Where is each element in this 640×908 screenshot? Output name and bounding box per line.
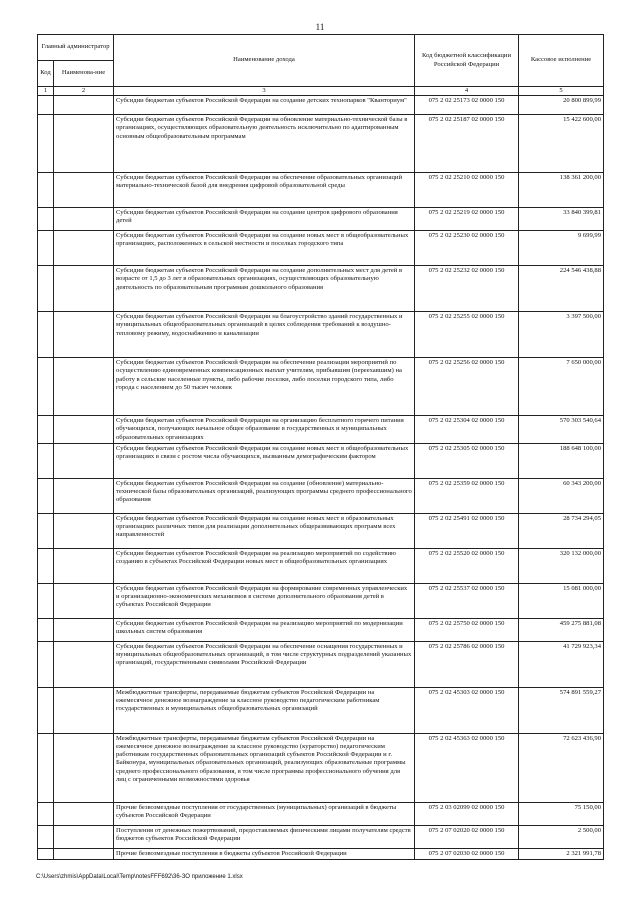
header-row-top xyxy=(38,35,604,61)
column-number: 2 xyxy=(54,87,114,96)
admin-name-cell xyxy=(54,208,114,231)
table-row xyxy=(38,96,604,115)
admin-name-cell xyxy=(54,733,114,802)
header-kbk-code: Код бюджетной классификации Российской Федерации xyxy=(415,35,519,87)
table-row xyxy=(38,802,604,825)
column-number: 5 xyxy=(519,87,604,96)
table-row xyxy=(38,231,604,266)
admin-code-cell xyxy=(38,583,54,618)
kbk-code-cell: 075 2 02 25187 02 0000 150 xyxy=(415,115,519,173)
table-row xyxy=(38,825,604,848)
income-table xyxy=(37,34,604,860)
admin-code-cell xyxy=(38,513,54,548)
admin-name-cell xyxy=(54,231,114,266)
admin-name-cell xyxy=(54,802,114,825)
cash-amount-cell: 9 699,99 xyxy=(519,231,604,266)
income-name-cell: Субсидии бюджетам субъектов Российской Федерации на организацию бесплатного горячего питания обучающихся, получающих начальное общее образование в государственных и муниципальных образовательных организациях xyxy=(114,416,415,444)
kbk-code-cell: 075 2 02 25786 02 0000 150 xyxy=(415,641,519,687)
table-row xyxy=(38,478,604,513)
table-row xyxy=(38,358,604,416)
admin-name-cell xyxy=(54,96,114,115)
cash-amount-cell: 72 623 436,90 xyxy=(519,733,604,802)
kbk-code-cell: 075 2 02 45303 02 0000 150 xyxy=(415,687,519,733)
admin-name-cell xyxy=(54,478,114,513)
admin-name-cell xyxy=(54,583,114,618)
page-number: 11 xyxy=(315,22,325,32)
admin-code-cell xyxy=(38,312,54,358)
admin-code-cell xyxy=(38,443,54,478)
cash-amount-cell: 188 648 100,00 xyxy=(519,443,604,478)
admin-code-cell xyxy=(38,173,54,208)
income-name-cell: Субсидии бюджетам субъектов Российской Федерации на благоустройство зданий государственных и муниципальных общеобразовательных организаций в целях соблюдения требований к воздушно-тепловому режиму, водоснабжению и канализации xyxy=(114,312,415,358)
column-number: 3 xyxy=(114,87,415,96)
kbk-code-cell: 075 2 03 02099 02 0000 150 xyxy=(415,802,519,825)
income-name-cell: Субсидии бюджетам субъектов Российской Федерации на обеспечение образовательных организаций материально-технической базой для внедрения цифровой образовательной среды xyxy=(114,173,415,208)
kbk-code-cell: 075 2 02 25305 02 0000 150 xyxy=(415,443,519,478)
admin-code-cell xyxy=(38,96,54,115)
income-name-cell: Субсидии бюджетам субъектов Российской Федерации на создание дополнительных мест для детей в возрасте от 1,5 до 3 лет в образовательных организациях, осуществляющих образовательную деятельность по образовательным программам дошкольного образования xyxy=(114,266,415,312)
admin-code-cell xyxy=(38,266,54,312)
kbk-code-cell: 075 2 02 25255 02 0000 150 xyxy=(415,312,519,358)
cash-amount-cell: 570 303 540,64 xyxy=(519,416,604,444)
admin-name-cell xyxy=(54,825,114,848)
admin-name-cell xyxy=(54,443,114,478)
table-row xyxy=(38,266,604,312)
kbk-code-cell: 075 2 02 25491 02 0000 150 xyxy=(415,513,519,548)
admin-name-cell xyxy=(54,358,114,416)
table-row xyxy=(38,618,604,641)
income-name-cell: Субсидии бюджетам субъектов Российской Федерации на формирование современных управленческих и организационно-экономических механизмов в системе дополнительного образования детей в субъектах Российской Федерации xyxy=(114,583,415,618)
income-name-cell: Субсидии бюджетам субъектов Российской Федерации на создание детских технопарков "Кванториум" xyxy=(114,96,415,115)
cash-amount-cell: 28 734 294,05 xyxy=(519,513,604,548)
cash-amount-cell: 15 422 600,00 xyxy=(519,115,604,173)
table-row xyxy=(38,687,604,733)
admin-code-cell xyxy=(38,115,54,173)
table-row xyxy=(38,733,604,802)
income-name-cell: Прочие безвозмездные поступления от государственных (муниципальных) организаций в бюджеты субъектов Российской Федерации xyxy=(114,802,415,825)
table-row xyxy=(38,115,604,173)
admin-name-cell xyxy=(54,618,114,641)
cash-amount-cell: 15 081 000,00 xyxy=(519,583,604,618)
admin-code-cell xyxy=(38,618,54,641)
admin-code-cell xyxy=(38,825,54,848)
table-row xyxy=(38,208,604,231)
admin-code-cell xyxy=(38,733,54,802)
file-path-footer: C:\Users\zhmis\AppData\Local\Temp\notesFFF692\36-ЗО приложение 1.xlsx xyxy=(36,874,243,880)
admin-name-cell xyxy=(54,312,114,358)
table-row xyxy=(38,173,604,208)
cash-amount-cell: 33 840 399,81 xyxy=(519,208,604,231)
header-admin-name: Наименова-ние xyxy=(54,61,114,87)
admin-code-cell xyxy=(38,231,54,266)
cash-amount-cell: 320 132 000,00 xyxy=(519,548,604,583)
admin-code-cell xyxy=(38,687,54,733)
table-row xyxy=(38,548,604,583)
kbk-code-cell: 075 2 02 25173 02 0000 150 xyxy=(415,96,519,115)
admin-code-cell xyxy=(38,358,54,416)
kbk-code-cell: 075 2 02 25304 02 0000 150 xyxy=(415,416,519,444)
table-row xyxy=(38,848,604,859)
admin-code-cell xyxy=(38,802,54,825)
income-name-cell: Субсидии бюджетам субъектов Российской Федерации на создание центров цифрового образования детей xyxy=(114,208,415,231)
income-name-cell: Субсидии бюджетам субъектов Российской Федерации на создание новых мест в образовательных организациях различных типов для реализации дополнительных общеразвивающих программ всех направленностей xyxy=(114,513,415,548)
cash-amount-cell: 41 729 923,34 xyxy=(519,641,604,687)
cash-amount-cell: 20 800 899,99 xyxy=(519,96,604,115)
income-name-cell: Субсидии бюджетам субъектов Российской Федерации на создание (обновление) материально-технической базы образовательных организаций, реализующих программы среднего профессионального образования xyxy=(114,478,415,513)
kbk-code-cell: 075 2 02 45363 02 0000 150 xyxy=(415,733,519,802)
cash-amount-cell: 224 546 438,88 xyxy=(519,266,604,312)
cash-amount-cell: 459 275 881,08 xyxy=(519,618,604,641)
table-row xyxy=(38,416,604,444)
admin-name-cell xyxy=(54,416,114,444)
income-name-cell: Субсидии бюджетам субъектов Российской Федерации на реализацию мероприятий по модернизации школьных систем образования xyxy=(114,618,415,641)
admin-name-cell xyxy=(54,115,114,173)
kbk-code-cell: 075 2 02 25230 02 0000 150 xyxy=(415,231,519,266)
column-number: 4 xyxy=(415,87,519,96)
kbk-code-cell: 075 2 02 25359 02 0000 150 xyxy=(415,478,519,513)
kbk-code-cell: 075 2 02 25210 02 0000 150 xyxy=(415,173,519,208)
cash-amount-cell: 75 150,00 xyxy=(519,802,604,825)
cash-amount-cell: 7 650 000,00 xyxy=(519,358,604,416)
admin-code-cell xyxy=(38,548,54,583)
admin-code-cell xyxy=(38,848,54,859)
income-name-cell: Субсидии бюджетам субъектов Российской Федерации на обеспечение реализации мероприятий по осуществлению единовременных компенсационных выплат учителям, прибывшим (переехавшим) на работу в сельские населенные пункты, либо рабочие поселки, либо поселки городского типа, либо города с населением до 50 тысяч человек xyxy=(114,358,415,416)
income-name-cell: Субсидии бюджетам субъектов Российской Федерации на создание новых мест в общеобразовательных организациях в связи с ростом числа обучающихся, вызванным демографическим фактором xyxy=(114,443,415,478)
kbk-code-cell: 075 2 02 25219 02 0000 150 xyxy=(415,208,519,231)
income-name-cell: Субсидии бюджетам субъектов Российской Федерации на обеспечение оснащения государственных и муниципальных общеобразовательных организаций, в том числе структурных подразделений указанных организаций, государственными символами Российской Федерации xyxy=(114,641,415,687)
kbk-code-cell: 075 2 02 25232 02 0000 150 xyxy=(415,266,519,312)
header-income-name: Наименование дохода xyxy=(114,35,415,87)
kbk-code-cell: 075 2 07 02020 02 0000 150 xyxy=(415,825,519,848)
cash-amount-cell: 138 361 200,00 xyxy=(519,173,604,208)
cash-amount-cell: 574 891 559,27 xyxy=(519,687,604,733)
table-row xyxy=(38,312,604,358)
income-name-cell: Поступления от денежных пожертвований, предоставляемых физическими лицами получателям средств бюджетов субъектов Российской Федерации xyxy=(114,825,415,848)
kbk-code-cell: 075 2 02 25256 02 0000 150 xyxy=(415,358,519,416)
kbk-code-cell: 075 2 07 02030 02 0000 150 xyxy=(415,848,519,859)
kbk-code-cell: 075 2 02 25520 02 0000 150 xyxy=(415,548,519,583)
header-admin-code: Код xyxy=(38,61,54,87)
admin-name-cell xyxy=(54,848,114,859)
admin-name-cell xyxy=(54,266,114,312)
income-name-cell: Субсидии бюджетам субъектов Российской Федерации на создание новых мест в общеобразовательных организациях, расположенных в сельской местности и поселках городского типа xyxy=(114,231,415,266)
admin-name-cell xyxy=(54,687,114,733)
kbk-code-cell: 075 2 02 25750 02 0000 150 xyxy=(415,618,519,641)
column-number-row xyxy=(38,87,604,96)
admin-name-cell xyxy=(54,173,114,208)
cash-amount-cell: 60 343 200,00 xyxy=(519,478,604,513)
admin-name-cell xyxy=(54,641,114,687)
admin-code-cell xyxy=(38,416,54,444)
admin-name-cell xyxy=(54,548,114,583)
income-name-cell: Субсидии бюджетам субъектов Российской Федерации на обновление материально-технической базы в организациях, осуществляющих образовательную деятельность исключительно по адаптированным основным общеобразовательным программам xyxy=(114,115,415,173)
table-row xyxy=(38,583,604,618)
table-row xyxy=(38,641,604,687)
table-row xyxy=(38,443,604,478)
income-name-cell: Прочие безвозмездные поступления в бюджеты субъектов Российской Федерации xyxy=(114,848,415,859)
income-name-cell: Межбюджетные трансферты, передаваемые бюджетам субъектов Российской Федерации на ежемесячное денежное вознаграждение за классное руководство педагогическим работникам государственных и муниципальных общеобразовательных организаций xyxy=(114,687,415,733)
column-number: 1 xyxy=(38,87,54,96)
admin-code-cell xyxy=(38,478,54,513)
header-cash-execution: Кассовое исполнение xyxy=(519,35,604,87)
income-name-cell: Межбюджетные трансферты, передаваемые бюджетам субъектов Российской Федерации на ежемесячное денежное вознаграждение за классное руководство (кураторство) педагогическим работникам государственных образовательных организаций субъектов Российской Федерации и г. Байконура, муниципальных образовательных организаций, реализующих образовательные программы среднего профессионального образования, в том числе программы профессионального обучения для лиц с ограниченными возможностями здоровья xyxy=(114,733,415,802)
cash-amount-cell: 2 500,00 xyxy=(519,825,604,848)
cash-amount-cell: 2 321 991,78 xyxy=(519,848,604,859)
income-name-cell: Субсидии бюджетам субъектов Российской Федерации на реализацию мероприятий по содействию созданию в субъектах Российской Федерации новых мест в общеобразовательных организациях xyxy=(114,548,415,583)
table-row xyxy=(38,513,604,548)
cash-amount-cell: 3 397 500,00 xyxy=(519,312,604,358)
header-admin-group: Главный администратор xyxy=(38,35,114,61)
admin-name-cell xyxy=(54,513,114,548)
kbk-code-cell: 075 2 02 25537 02 0000 150 xyxy=(415,583,519,618)
admin-code-cell xyxy=(38,208,54,231)
admin-code-cell xyxy=(38,641,54,687)
